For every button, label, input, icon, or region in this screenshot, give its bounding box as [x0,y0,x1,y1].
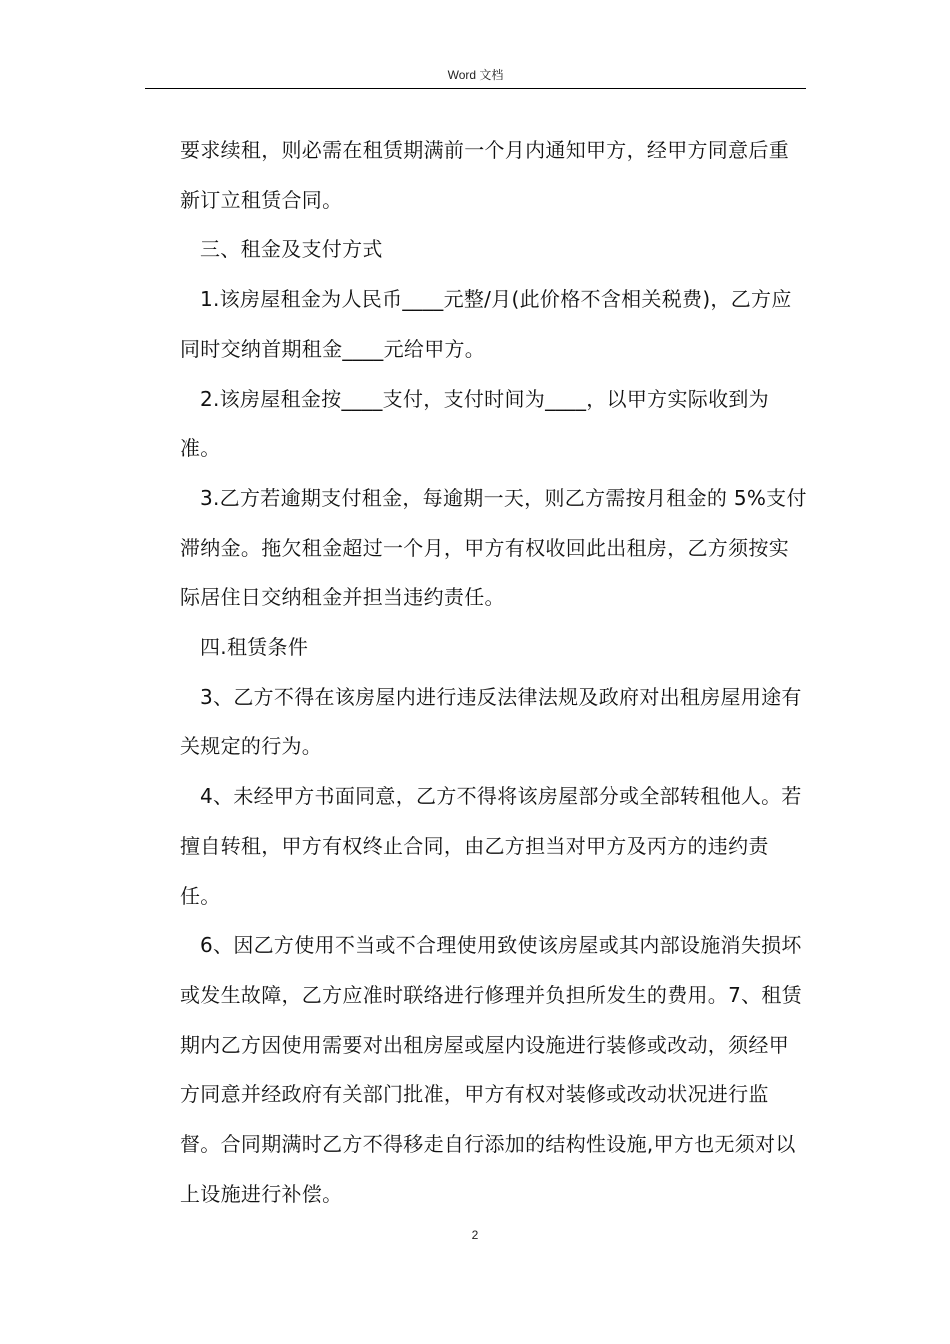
paragraph: 3.乙方若逾期支付租金，每逾期一天，则乙方需按月租金的 5%支付滞纳金。拖欠租金超过一个月，甲方有权收回此出租房，乙方须按实际居住日交纳租金并担当违约责任。 [180,485,807,610]
page-footer [0,1228,950,1242]
paragraph: 6、因乙方使用不当或不合理使用致使该房屋或其内部设施消失损坏或发生故障，乙方应准时联络进行修理并负担所发生的费用。7、租赁期内乙方因使用需要对出租房屋或屋内设施进行装修或改动，须经甲方同意并经政府有关部门批准，甲方有权对装修或改动状况进行监督。合同期满时乙方不得移走自行添加的结构性设施,甲方也无须对以上设施进行补偿。 [180,933,803,1206]
section-heading: 三、租金及支付方式 [200,237,383,262]
page-number: 2 [471,1228,479,1242]
paragraph: 1.该房屋租金为人民币____元整/月(此价格不含相关税费)，乙方应同时交纳首期租金____元给甲方。 [180,287,792,361]
section-heading: 四.租赁条件 [200,635,309,660]
page-header [145,66,806,89]
paragraph: 2.该房屋租金按____支付，支付时间为____，以甲方实际收到为准。 [180,386,769,461]
document-body [180,126,808,1219]
paragraph: 3、乙方不得在该房屋内进行违反法律法规及政府对出租房屋用途有关规定的行为。 [180,684,802,759]
paragraph: 要求续租，则必需在租赁期满前一个月内通知甲方，经甲方同意后重新订立租赁合同。 [180,138,789,212]
paragraph: 4、未经甲方书面同意，乙方不得将该房屋部分或全部转租他人。若擅自转租，甲方有权终止合同，由乙方担当对甲方及丙方的违约责任。 [180,784,802,908]
header-title: Word 文档 [447,68,504,82]
